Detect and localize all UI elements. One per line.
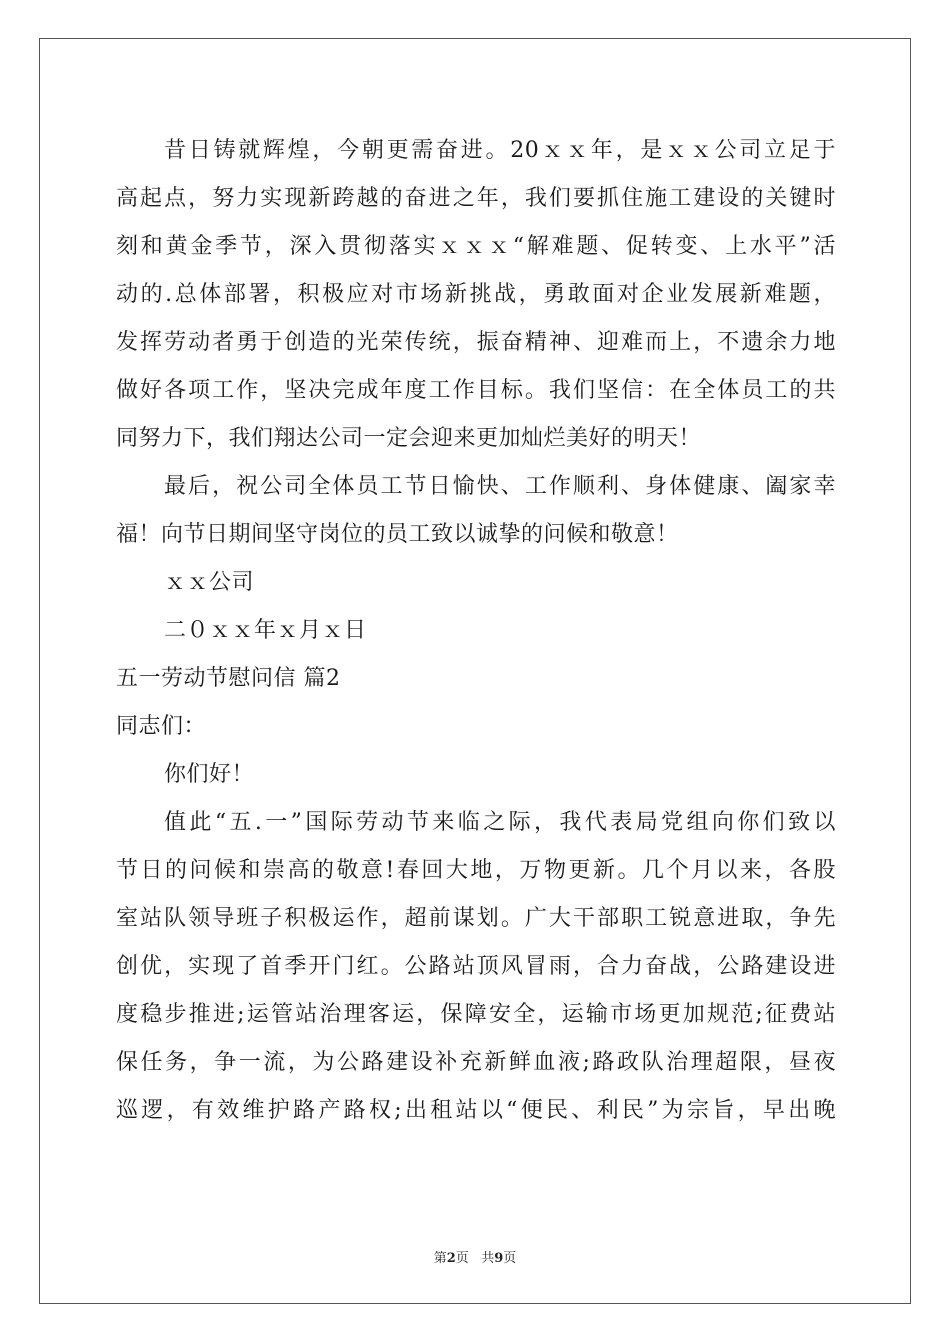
- paragraph-line: 刻和黄金季节，深入贯彻落实ｘｘｘ“解难题、促转变、上水平”活: [116, 234, 836, 259]
- salutation: 同志们：: [116, 714, 207, 739]
- signature-company: ｘｘ公司: [164, 570, 255, 595]
- footer-page-prefix: 第: [433, 1251, 447, 1266]
- document-body: [116, 127, 836, 1135]
- signature-date: 二０ｘｘ年ｘ月ｘ日: [164, 618, 367, 643]
- paragraph-line: 高起点，努力实现新跨越的奋进之年，我们要抓住施工建设的关键时: [116, 186, 836, 211]
- paragraph-line: 昔日铸就辉煌，今朝更需奋进。20ｘｘ年，是ｘｘ公司立足于: [164, 138, 836, 163]
- paragraph-line: 度稳步推进;运管站治理客运，保障安全，运输市场更加规范;征费站: [116, 1002, 836, 1027]
- footer-page-number: 2: [446, 1251, 456, 1266]
- paragraph-2: [116, 463, 836, 559]
- section-title: 五一劳动节慰问信 篇2: [116, 666, 341, 691]
- greeting: 你们好！: [164, 762, 255, 787]
- footer-total-pages: 9: [494, 1251, 504, 1266]
- footer-page-suffix: 页: [503, 1251, 517, 1266]
- paragraph-line: 巡逻，有效维护路产路权;出租站以“便民、利民”为宗旨，早出晚: [116, 1098, 836, 1123]
- paragraph-1: [116, 127, 836, 463]
- page-footer: [0, 1247, 950, 1266]
- paragraph-line: 发挥劳动者勇于创造的光荣传统，振奋精神、迎难而上，不遗余力地: [116, 330, 836, 355]
- paragraph-3: [116, 799, 836, 1135]
- paragraph-line: 同努力下，我们翔达公司一定会迎来更加灿烂美好的明天！: [116, 426, 702, 451]
- paragraph-line: 福！向节日期间坚守岗位的员工致以诚挚的问候和敬意！: [116, 522, 679, 547]
- paragraph-line: 创优，实现了首季开门红。公路站顶风冒雨，合力奋战，公路建设进: [116, 954, 836, 979]
- paragraph-line: 值此“五.一”国际劳动节来临之际，我代表局党组向你们致以: [164, 810, 836, 835]
- paragraph-line: 节日的问候和崇高的敬意!春回大地，万物更新。几个月以来，各股: [116, 858, 836, 883]
- paragraph-line: 室站队领导班子积极运作，超前谋划。广大干部职工锐意进取，争先: [116, 906, 836, 931]
- paragraph-line: 最后，祝公司全体员工节日愉快、工作顺利、身体健康、阖家幸: [164, 474, 836, 499]
- footer-page-mid: 页 共: [455, 1251, 495, 1266]
- paragraph-line: 保任务，争一流，为公路建设补充新鲜血液;路政队治理超限，昼夜: [116, 1050, 836, 1075]
- paragraph-line: 做好各项工作，坚决完成年度工作目标。我们坚信：在全体员工的共: [116, 378, 836, 403]
- paragraph-line: 动的.总体部署，积极应对市场新挑战，勇敢面对企业发展新难题，: [116, 282, 836, 307]
